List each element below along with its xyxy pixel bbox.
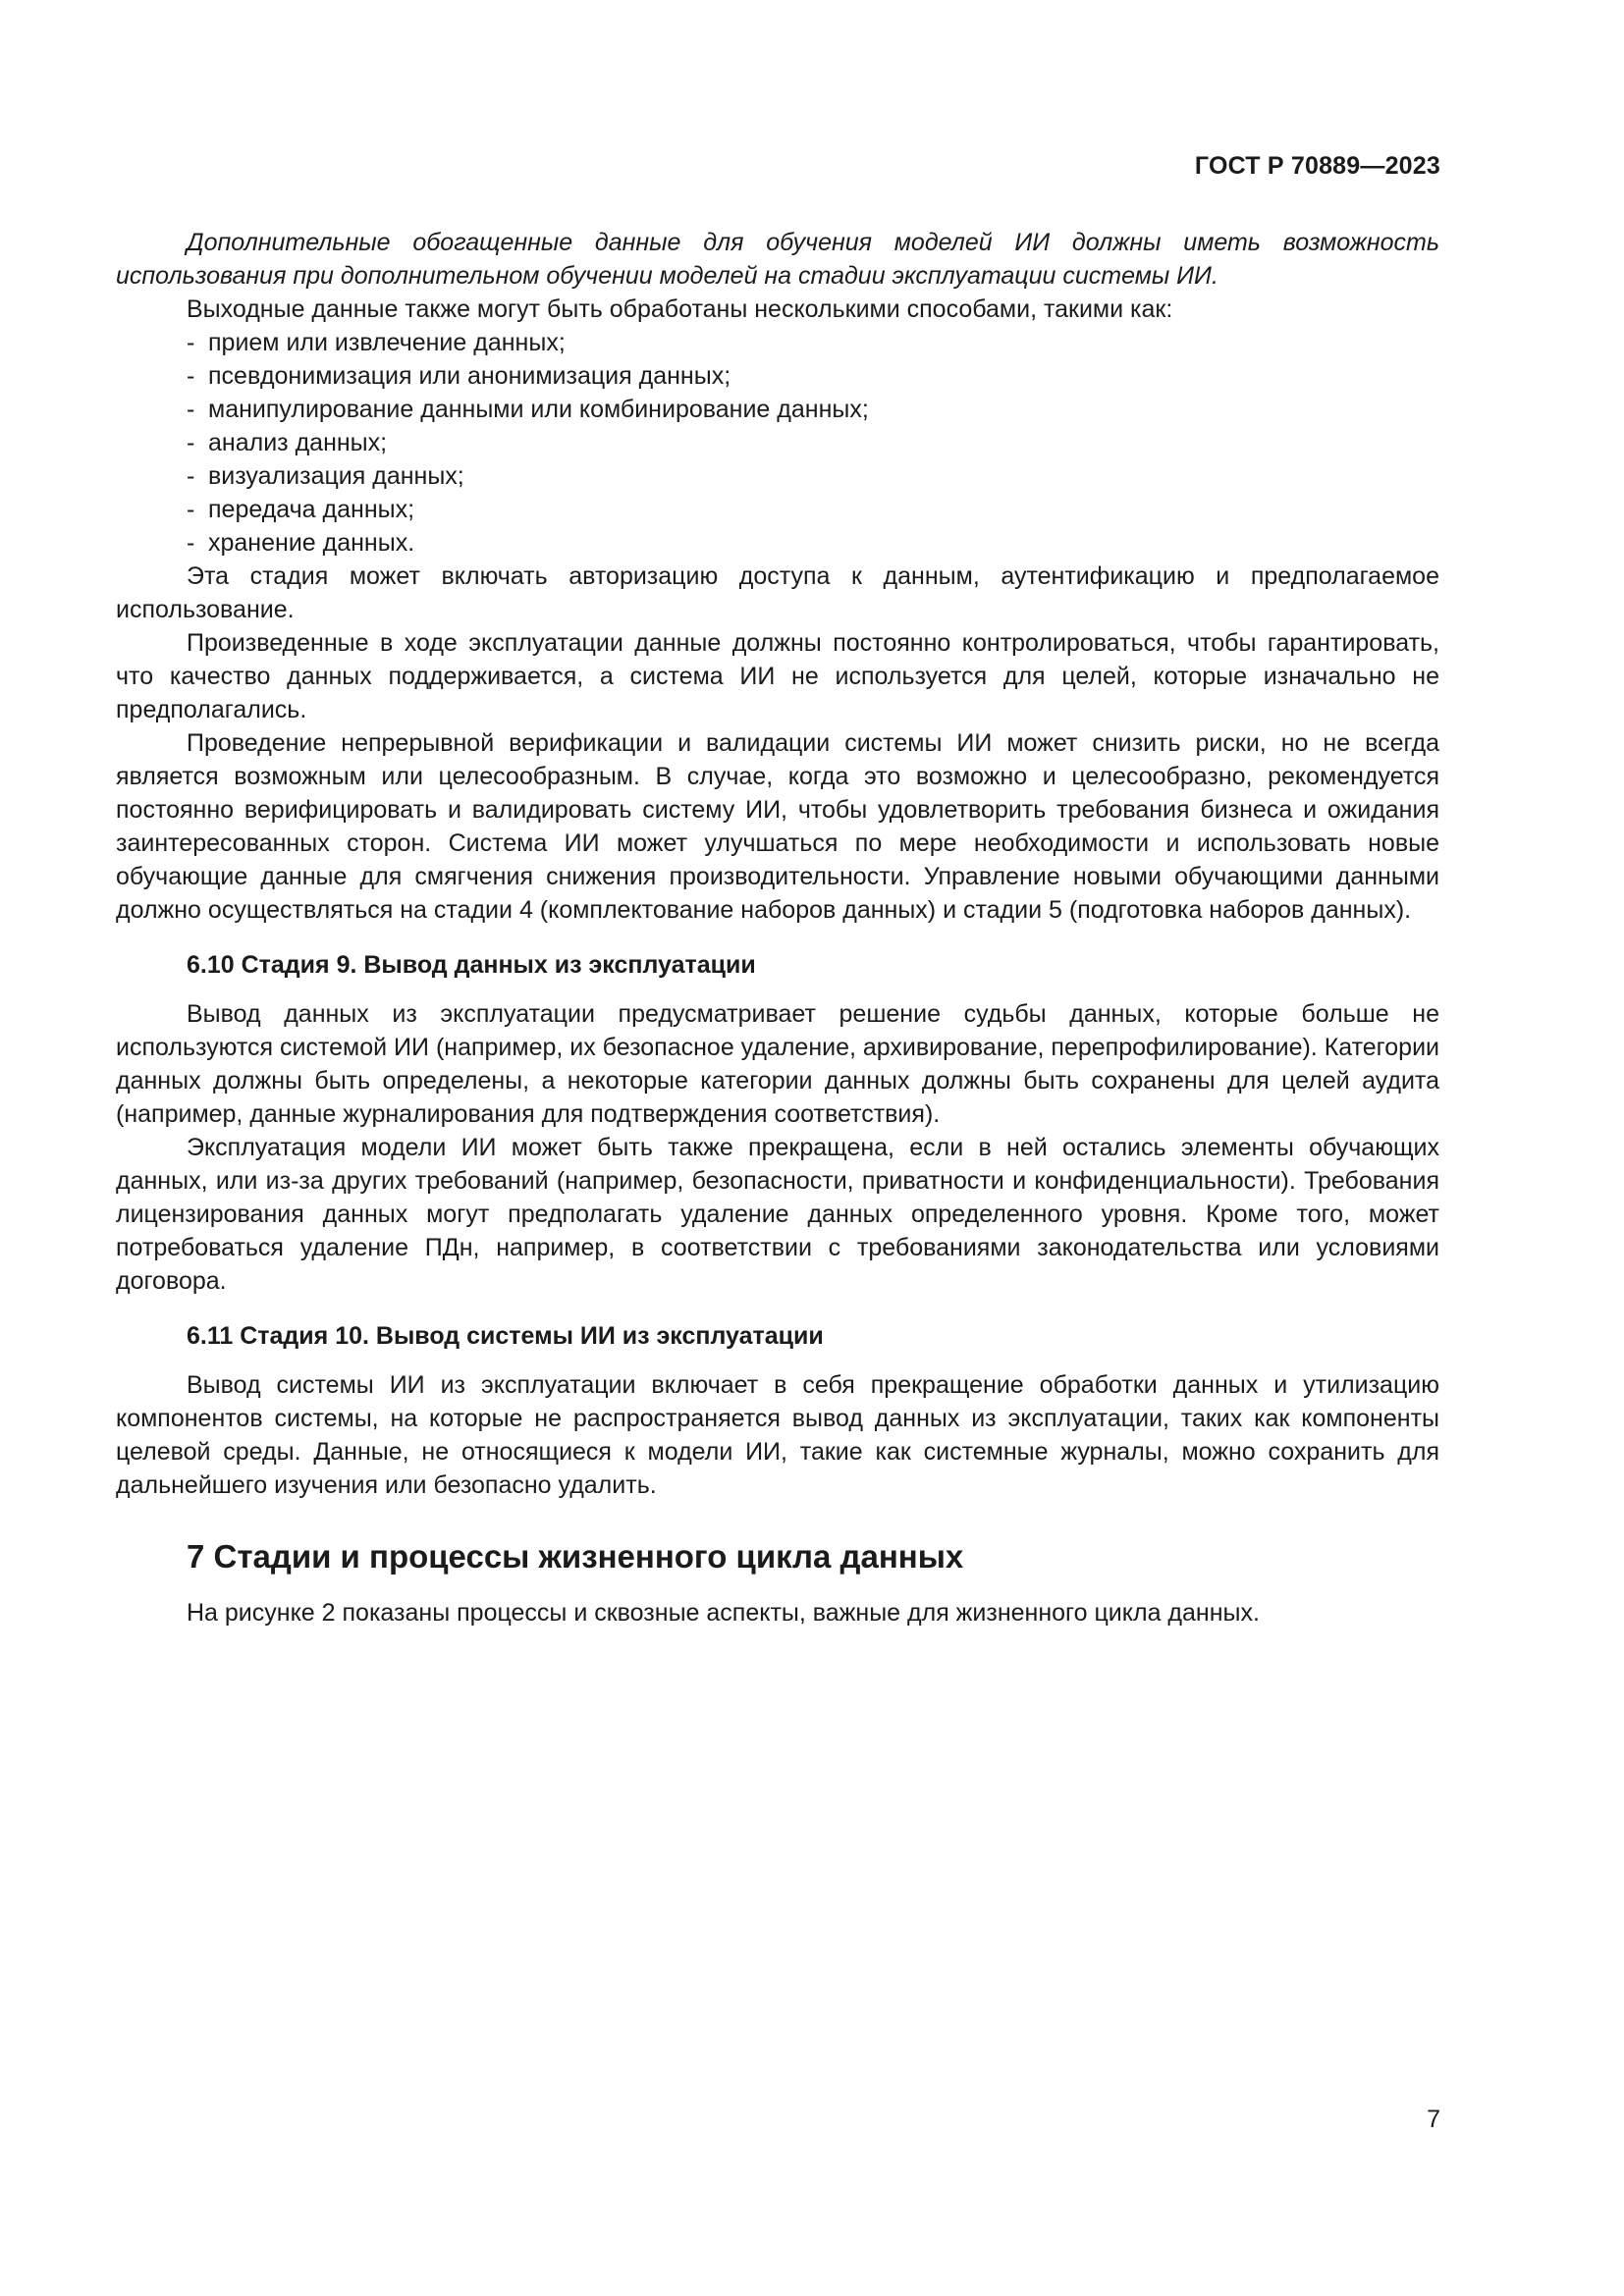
list-item: - манипулирование данными или комбинирование данных;: [116, 393, 1439, 426]
list-item: - хранение данных.: [116, 526, 1439, 560]
section-heading-6-11: 6.11 Стадия 10. Вывод системы ИИ из эксплуатации: [187, 1322, 824, 1350]
processing-methods-list: [116, 326, 1439, 560]
list-item: - передача данных;: [116, 493, 1439, 526]
paragraph: Эксплуатация модели ИИ может быть также прекращена, если в ней остались элементы обучающих данных, или из-за других требований (например, безопасности, приватности и конфиденциальности). Требования лицензирования данных могут предполагать удаление данных определенного уровня. Кроме того, может потребоваться удаление ПДн, например, в соответствии с требованиями законодательства или условиями договора.: [116, 1134, 1439, 1295]
list-lead-paragraph: Выходные данные также могут быть обработаны несколькими способами, такими как:: [187, 295, 1173, 323]
list-item: - псевдонимизация или анонимизация данных;: [116, 359, 1439, 393]
paragraph: Произведенные в ходе эксплуатации данные должны постоянно контролироваться, чтобы гарантировать, что качество данных поддерживается, а система ИИ не используется для целей, которые изначально не предполагались.: [116, 629, 1439, 723]
document-id-header: ГОСТ Р 70889—2023: [1194, 152, 1440, 180]
page-content: [116, 226, 1439, 1629]
list-item: - анализ данных;: [116, 426, 1439, 459]
section-heading-7: 7 Стадии и процессы жизненного цикла данных: [187, 1538, 964, 1575]
list-item: - визуализация данных;: [116, 459, 1439, 493]
section-heading-6-10: 6.10 Стадия 9. Вывод данных из эксплуатации: [187, 951, 756, 979]
italic-paragraph: Дополнительные обогащенные данные для обучения моделей ИИ должны иметь возможность использования при дополнительном обучении моделей на стадии эксплуатации системы ИИ.: [116, 229, 1439, 290]
paragraph: Эта стадия может включать авторизацию доступа к данным, аутентификацию и предполагаемое использование.: [116, 562, 1439, 623]
paragraph: Проведение непрерывной верификации и валидации системы ИИ может снизить риски, но не всегда является возможным или целесообразным. В случае, когда это возможно и целесообразно, рекомендуется постоянно верифицировать и валидировать систему ИИ, чтобы удовлетворить требования бизнеса и ожидания заинтересованных сторон. Система ИИ может улучшаться по мере необходимости и использовать новые обучающие данные для смягчения снижения производительности. Управление новыми обучающими данными должно осуществляться на стадии 4 (комплектование наборов данных) и стадии 5 (подготовка наборов данных).: [116, 729, 1439, 924]
page-number: 7: [1427, 2106, 1440, 2133]
paragraph: Вывод данных из эксплуатации предусматривает решение судьбы данных, которые больше не используются системой ИИ (например, их безопасное удаление, архивирование, перепрофилирование). Категории данных должны быть определены, а некоторые категории данных должны быть сохранены для целей аудита (например, данные журналирования для подтверждения соответствия).: [116, 1000, 1439, 1128]
paragraph: Вывод системы ИИ из эксплуатации включает в себя прекращение обработки данных и утилизацию компонентов системы, на которые не распространяется вывод данных из эксплуатации, таких как компоненты целевой среды. Данные, не относящиеся к модели ИИ, такие как системные журналы, можно сохранить для дальнейшего изучения или безопасно удалить.: [116, 1371, 1439, 1499]
paragraph: На рисунке 2 показаны процессы и сквозные аспекты, важные для жизненного цикла данных.: [187, 1599, 1260, 1627]
list-item: - прием или извлечение данных;: [116, 326, 1439, 359]
